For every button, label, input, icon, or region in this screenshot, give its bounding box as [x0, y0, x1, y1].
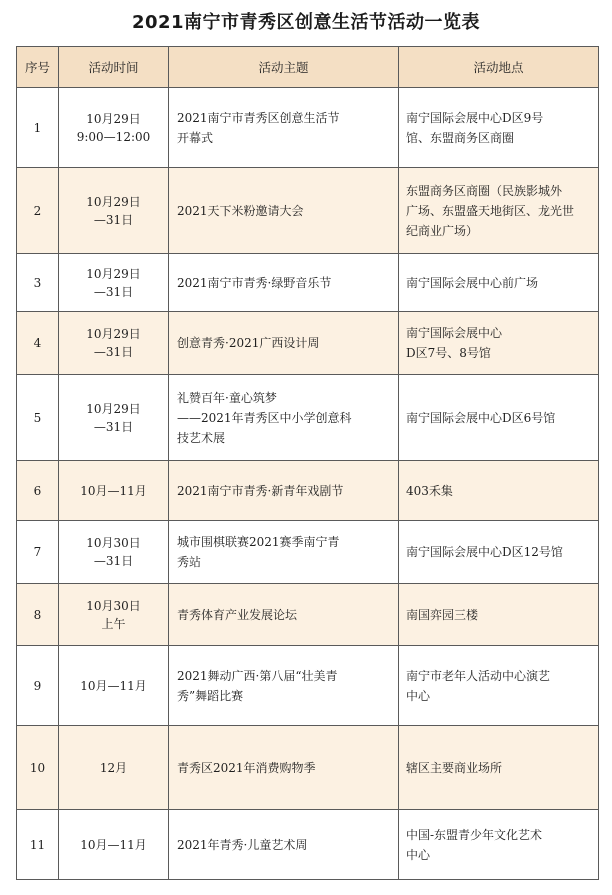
- row-theme-line: 开幕式: [177, 130, 214, 145]
- table-row: [17, 88, 599, 168]
- row-time-line: 10月29日: [86, 327, 141, 341]
- row-theme-line: ——2021年青秀区中小学创意科: [177, 410, 352, 425]
- row-time: [59, 312, 169, 375]
- row-time: [59, 584, 169, 646]
- row-place-line: 广场、东盟盛天地街区、龙光世: [406, 203, 575, 218]
- row-theme: [169, 521, 399, 584]
- activity-table: [16, 46, 599, 880]
- table-row: [17, 646, 599, 726]
- row-place-line: 南宁国际会展中心D区9号: [406, 110, 544, 125]
- row-place-line: 南宁国际会展中心前广场: [406, 275, 539, 290]
- row-place: [399, 375, 599, 461]
- table-body: [17, 88, 599, 880]
- row-place-line: 南宁市老年人活动中心演艺: [406, 668, 551, 683]
- row-place: [399, 521, 599, 584]
- row-place-line: 纪商业广场）: [406, 223, 479, 238]
- header-place: 活动地点: [399, 47, 599, 88]
- table-row: [17, 168, 599, 254]
- row-theme-line: 秀站: [177, 555, 202, 569]
- row-time-line: 10月—11月: [80, 483, 147, 498]
- row-time-line: —31日: [93, 212, 134, 227]
- row-place-line: 东盟商务区商圈（民族影城外: [406, 183, 563, 198]
- row-theme-line: 创意青秀·2021广西设计周: [177, 336, 320, 350]
- header-time: 活动时间: [59, 47, 169, 88]
- header-theme: 活动主题: [169, 47, 399, 88]
- row-place-line: 南宁国际会展中心D区12号馆: [406, 545, 563, 559]
- row-index: 8: [17, 584, 59, 646]
- table-header-row: [17, 47, 599, 88]
- row-time: [59, 726, 169, 810]
- header-index: 序号: [17, 47, 59, 88]
- row-place: [399, 584, 599, 646]
- row-time: [59, 810, 169, 880]
- row-theme: [169, 168, 399, 254]
- row-place-line: 中心: [406, 688, 431, 703]
- row-index: 7: [17, 521, 59, 584]
- row-place-line: 403禾集: [406, 483, 453, 498]
- row-theme-line: 青秀区2021年消费购物季: [177, 760, 316, 775]
- row-theme: [169, 810, 399, 880]
- row-index: 2: [17, 168, 59, 254]
- row-place: [399, 168, 599, 254]
- row-theme-line: 2021南宁市青秀区创意生活节: [177, 110, 340, 125]
- row-place: [399, 726, 599, 810]
- table-row: [17, 726, 599, 810]
- row-index: 11: [17, 810, 59, 880]
- row-time: [59, 521, 169, 584]
- row-time-line: —31日: [93, 554, 134, 568]
- row-time-line: 10月30日: [86, 536, 141, 550]
- table-row: [17, 810, 599, 880]
- row-place-line: 馆、东盟商务区商圈: [406, 130, 515, 145]
- row-time-line: 10月30日: [86, 598, 141, 613]
- row-theme: [169, 584, 399, 646]
- row-theme: [169, 254, 399, 312]
- row-place-line: 南宁国际会展中心D区6号馆: [406, 410, 556, 425]
- row-time: [59, 168, 169, 254]
- row-theme-line: 2021南宁市青秀·绿野音乐节: [177, 275, 332, 290]
- row-time-line: —31日: [93, 419, 134, 434]
- table-row: [17, 375, 599, 461]
- row-place-line: 辖区主要商业场所: [406, 760, 503, 775]
- row-place: [399, 254, 599, 312]
- table-row: [17, 521, 599, 584]
- row-theme: [169, 375, 399, 461]
- row-place: [399, 461, 599, 521]
- row-theme: [169, 88, 399, 168]
- row-time: [59, 375, 169, 461]
- row-place-line: 南宁国际会展中心: [406, 326, 503, 340]
- row-time: [59, 646, 169, 726]
- row-theme-line: 城市围棋联赛2021赛季南宁青: [177, 535, 340, 549]
- row-index: 6: [17, 461, 59, 521]
- row-time: [59, 254, 169, 312]
- row-theme-line: 秀”舞蹈比赛: [177, 688, 244, 703]
- row-theme: [169, 646, 399, 726]
- row-place: [399, 646, 599, 726]
- row-theme-line: 2021舞动广西·第八届“壮美青: [177, 668, 338, 683]
- row-time: [59, 461, 169, 521]
- row-time-line: 9:00—12:00: [76, 129, 151, 144]
- row-place: [399, 810, 599, 880]
- row-theme-line: 2021年青秀·儿童艺术周: [177, 837, 308, 852]
- row-time: [59, 88, 169, 168]
- table-row: [17, 312, 599, 375]
- row-theme-line: 技艺术展: [177, 430, 226, 445]
- row-theme: [169, 461, 399, 521]
- row-time-line: 上午: [101, 616, 126, 631]
- row-time-line: 10月—11月: [80, 678, 147, 693]
- row-time-line: 10月29日: [86, 111, 141, 126]
- row-place-line: 中心: [406, 847, 431, 862]
- row-index: 1: [17, 88, 59, 168]
- document-title: 2021南宁市青秀区创意生活节活动一览表: [131, 12, 481, 33]
- row-place: [399, 312, 599, 375]
- row-theme: [169, 312, 399, 375]
- row-place: [399, 88, 599, 168]
- row-index: 10: [17, 726, 59, 810]
- row-index: 9: [17, 646, 59, 726]
- row-theme-line: 青秀体育产业发展论坛: [177, 607, 298, 622]
- row-time-line: —31日: [93, 345, 134, 359]
- row-time-line: 10月29日: [86, 194, 141, 209]
- row-theme: [169, 726, 399, 810]
- row-theme-line: 2021南宁市青秀·新青年戏剧节: [177, 483, 344, 498]
- row-time-line: 10月29日: [86, 401, 141, 416]
- table-row: [17, 254, 599, 312]
- row-index: 3: [17, 254, 59, 312]
- row-time-line: —31日: [93, 284, 134, 299]
- row-index: 5: [17, 375, 59, 461]
- row-time-line: 12月: [99, 760, 128, 775]
- row-theme-line: 2021天下米粉邀请大会: [177, 203, 304, 218]
- row-index: 4: [17, 312, 59, 375]
- row-time-line: 10月—11月: [80, 837, 147, 852]
- row-place-line: 中国-东盟青少年文化艺术: [406, 827, 543, 842]
- row-place-line: 南国弈园三楼: [406, 607, 479, 622]
- row-theme-line: 礼赞百年·童心筑梦: [177, 390, 277, 405]
- row-place-line: D区7号、8号馆: [406, 346, 491, 360]
- row-time-line: 10月29日: [86, 266, 141, 281]
- table-row: [17, 584, 599, 646]
- table-row: [17, 461, 599, 521]
